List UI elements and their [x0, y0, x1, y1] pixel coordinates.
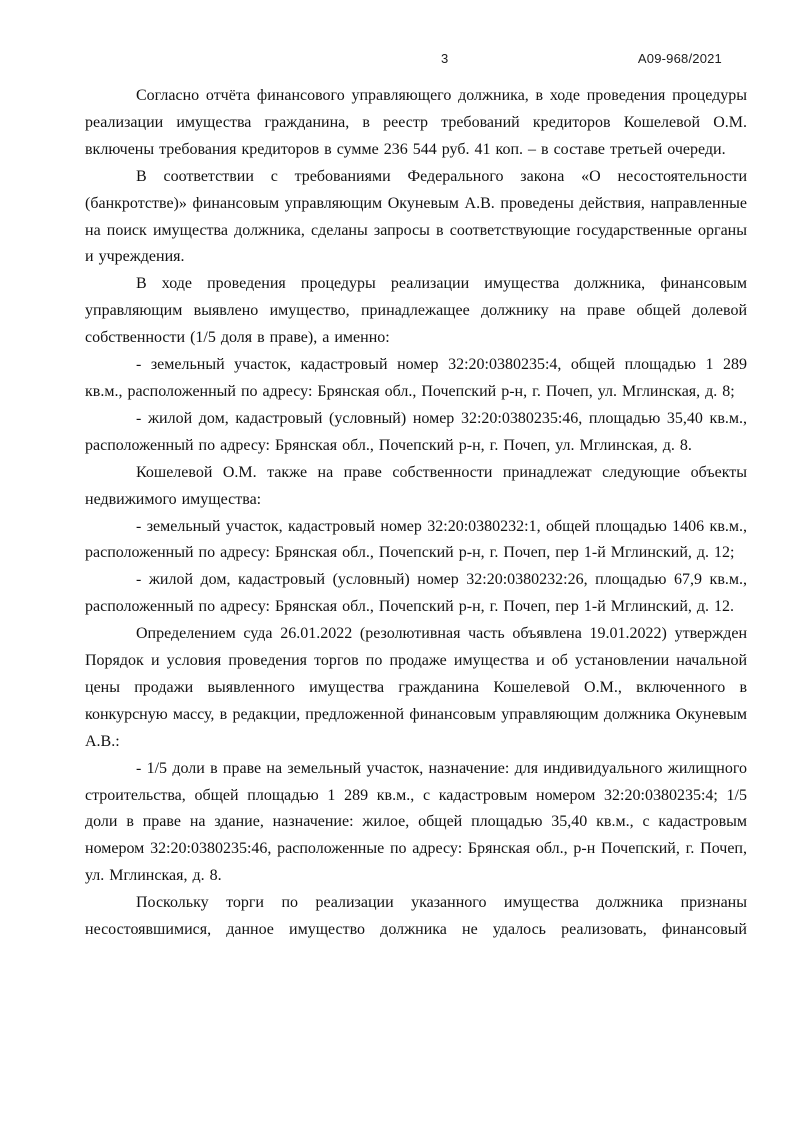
paragraph: В соответствии с требованиями Федерального закона «О несостоятельности (банкротстве)» финансовым управляющим Окуневым А.В. проведены действия, направленные на поиск имущества должника, сделаны запросы в соответствующие государственные органы и учреждения. [85, 167, 747, 266]
case-number: А09-968/2021 [637, 51, 722, 66]
paragraph: Поскольку торги по реализации указанного имущества должника признаны несостоявшимися, данное имущество должника не удалось реализовать, финансовый [85, 894, 747, 939]
list-item-paragraph: - жилой дом, кадастровый (условный) номер 32:20:0380235:46, площадью 35,40 кв.м., расположенный по адресу: Брянская обл., Почепский р-н, г. Почеп, ул. Мглинская, д. 8. [85, 409, 747, 454]
page-header [0, 51, 800, 69]
paragraph: Кошелевой О.М. также на праве собственности принадлежат следующие объекты недвижимого имущества: [85, 463, 747, 508]
list-item-paragraph: - 1/5 доли в праве на земельный участок, назначение: для индивидуального жилищного строительства, общей площадью 1 289 кв.м., с кадастровым номером 32:20:0380235:4; 1/5 доли в праве на здание, назначение: жилое, общей площадью 35,40 кв.м., с кадастровым номером 32:20:0380235:46, расположенные по адресу: Брянская обл., р-н Почепский, г. Почеп, ул. Мглинская, д. 8. [85, 759, 747, 885]
page-number: 3 [441, 51, 449, 66]
list-item-paragraph: - земельный участок, кадастровый номер 32:20:0380235:4, общей площадью 1 289 кв.м., расположенный по адресу: Брянская обл., Почепский р-н, г. Почеп, ул. Мглинская, д. 8; [85, 356, 747, 400]
list-item-paragraph: - земельный участок, кадастровый номер 32:20:0380232:1, общей площадью 1406 кв.м., расположенный по адресу: Брянская обл., Почепский р-н, г. Почеп, пер 1-й Мглинский, д. 12; [85, 517, 747, 562]
list-item-paragraph: - жилой дом, кадастровый (условный) номер 32:20:0380232:26, площадью 67,9 кв.м., расположенный по адресу: Брянская обл., Почепский р-н, г. Почеп, пер 1-й Мглинский, д. 12. [85, 571, 747, 616]
paragraph: В ходе проведения процедуры реализации имущества должника, финансовым управляющим выявлено имущество, принадлежащее должнику на праве общей долевой собственности (1/5 доля в праве), а именно: [85, 275, 747, 347]
paragraph: Согласно отчёта финансового управляющего должника, в ходе проведения процедуры реализации имущества гражданина, в реестр требований кредиторов Кошелевой О.М. включены требования кредиторов в сумме 236 544 руб. 41 коп. – в составе третьей очереди. [85, 87, 747, 158]
paragraph: Определением суда 26.01.2022 (резолютивная часть объявлена 19.01.2022) утвержден Порядок и условия проведения торгов по продаже имущества и об установлении начальной цены продажи выявленного имущества гражданина Кошелевой О.М., включенного в конкурсную массу, в редакции, предложенной финансовым управляющим должника Окуневым А.В.: [85, 625, 747, 750]
document-body [85, 83, 747, 944]
